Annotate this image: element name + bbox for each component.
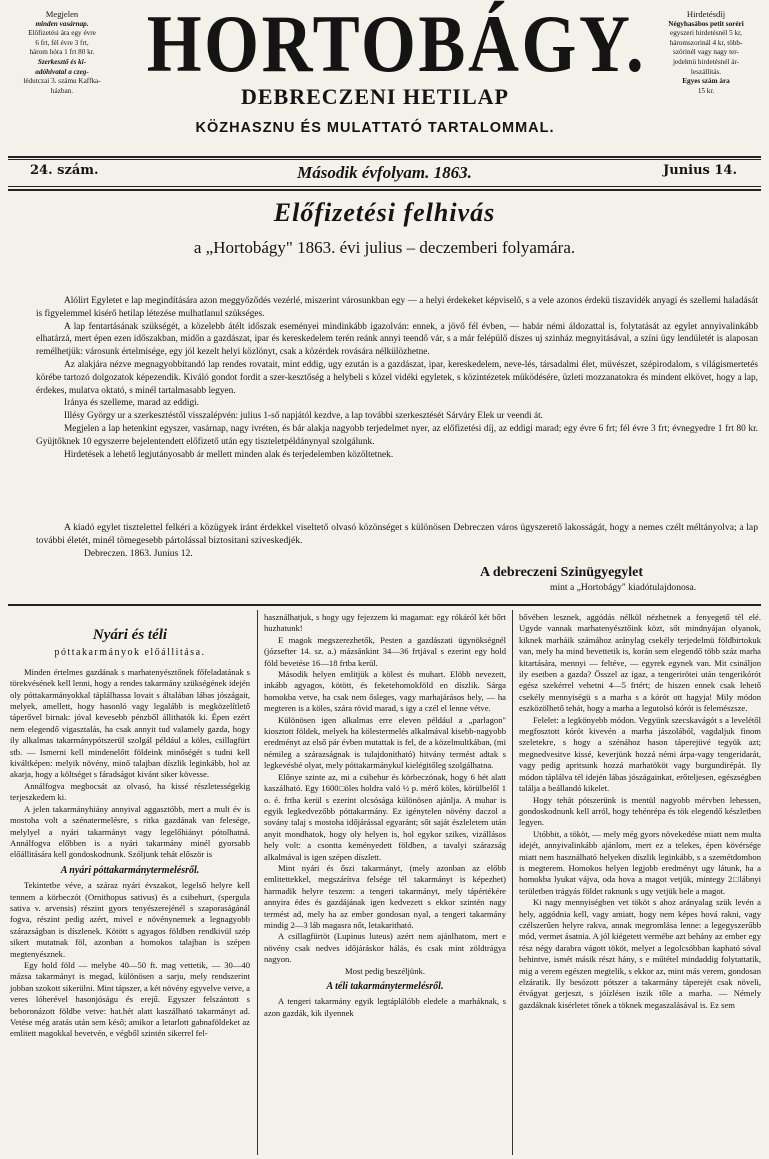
issue-rule	[8, 186, 761, 187]
article-column-1	[10, 612, 250, 1040]
article-paragraph: Tekintetbe véve, a száraz nyári évszakot, legelső helyre kell tennem a körbeczót (Ornithopus sativus) és a csibehurt, (spergula sativa v. arvensis) részint gyors tenyészerejénél s szaporaságánál fogva, részint pedig azért, mivel e növénynemek a legnagyobb szárazságban is díszlenek. Kötött s agyagos földben rendkivül szép sikert mutatnak föl, azonban a homokos talajban is szépen megtenyésznek.	[10, 880, 250, 959]
article-paragraph: Minden értelmes gazdának s marhatenyésztőnek főfeladatának s törekvésének kell lenni, hogy a rendes takarmány szükségének idején oly póttakarmányokkal táplálhassa lovait s általában lábas jószágait, melyek, amellett, hogy hasonló vagy legalább is megközelítlető táperővel birnak: jóval kevesebb pénzből állithatók ki. Épen ezért nem elegendő vigasztalás, ha csak annyit tud valamely gazda, hogy ily alkalmas takarmánypótszerül szolgál például a köles, csillagfürt stb. — Ismerni kell mindenelőtt földeink minőségét s tudni kell kiváltképen: melyik növény, minő talajban díszlik leginkább, hol az akarja, hogy a költséget s fáradságot kivánt siker kövesse.	[10, 666, 250, 780]
masthead-tagline: KÖZHASZNU ÉS MULATTATÓ TARTALOMMAL.	[195, 120, 555, 136]
info-line: 6 frt, fél évre 3 frt,	[35, 38, 89, 47]
article-section-heading: A nyári póttakarmánytermelésről.	[60, 864, 200, 876]
announcement-paragraph: Illésy György ur a szerkesztéstől visszalépvén: julius 1-ső napjától kezdve, a lap további szerkesztését Sárváry Elek ur veendi át.	[64, 411, 543, 422]
announcement-paragraph: Iránya és szelleme, marad az eddigi.	[64, 398, 199, 409]
info-line: lédutczai 3. számu Kaffka-	[23, 77, 101, 86]
column-divider	[257, 610, 258, 1155]
info-line: Megjelen	[45, 9, 79, 19]
signature: A debreczeni Szinügyegylet	[480, 565, 644, 580]
article-paragraph: Annálfogva megbocsát az olvasó, ha kissé részletességekig terjeszkedem ki.	[10, 780, 250, 803]
article-paragraph: Különösen igen alkalmas erre eleven például a „parlagon" kiosztott földek, melyek ha kölestermelés alkalmával kisebb-nagyobb eredményt az első pár évben mutattak is fel, de a közelmultkában, (mi némileg a szárazságnak is tulajdonitható) hitvány termést adtak s legkevésbé olyat, mely póttakarmánykul kielégitőleg szolgálhatna.	[264, 714, 506, 771]
article-paragraph: Utóbbit, a tököt, — mely még gyors növekedése miatt nem multa idejét, annyivalinkább ajánlom, mert ez a telekes, épen kövérsége miatt nem használható helyeken díszlik leginkább, s a szemétdombon is megterem. Homokos helyen legjobb eredményt ugy látunk, ha a homokba lyukat vájva, oda hova a magot vetjük, mintegy 2□lábnyi területben trágyás földet raknunk s ugy vetjük bele a magot.	[519, 828, 761, 896]
article-subtitle: póttakarmányok előállitása.	[54, 647, 206, 659]
issue-number: 24. szám.	[30, 163, 99, 178]
masthead-rule	[8, 156, 761, 158]
article-paragraph: bővében lesznek, aggódás nélkül nézhetnek a fenyegető tél elé. Ugyde vannak marhatenyésztőink közt, sőt mindnyájan olyanok, kiknek marháik számához aránylag csekély terjedelmü földbirtokuk van, mely ha mind bevettetik is, korán sem elegendő több száz marha kitartására, mennyi — feltéve, — egyrek egynek van. Mit csináljon ily esetben a gazda? Összel az igaz, a tengerirötei után tengerikórót egész szekérrel vehetni 4—5 frtért; de hiszen ennek csak lehető csekély mennyiségü s a marha s a kórót ott hagyja! Mily módon eszközölhető tehát, hogy a marha a legutolsó kórót is felemészsze.	[519, 612, 761, 714]
announcement-body	[36, 295, 758, 461]
info-line: 15 kr.	[697, 86, 715, 95]
info-line: három hóra 1 frt 80 kr.	[29, 48, 95, 57]
announcement-paragraph: Megjelen a lap hetenkint egyszer, vasárnap, nagy ivréten, és bár alakja nagyobb terjedelmet nyer, az előfizetési díj, az eddigi marad; egy évre 6 frt; fél évre 3 frt; évnegyedre 1 frt 80 kr. Gyüjtőknek 10 egyszerre bejelentendett előfizető után egy tiszteletpéldánynyal szolgálunk.	[36, 423, 758, 447]
info-line: leszállitás.	[690, 67, 722, 76]
article-paragraph: Előnye szinte az, mi a csibehur és körbeczónak, hogy 6 hét alatt kaszálható. Egy 1600□öles holdra való ½ p. mérő köles, körülbelől 1 o. é. frtba kerül s ezerint olcsósága különösen ajánlja. A muhar is egyik legkedvezőbb póttakarmány. Ez igénytelen növény daczol a sovány talaj s mostoha időjárással egyaránt; sőt saját észleletem után anyit mondhatok, hogy oly helyen is, hol egykor szikes, vizállásos hely volt: a csontta keményedett földben, a tavalyi szárazság alkalmával is igen szépen díszlett.	[264, 771, 506, 862]
issue-rule-thick	[8, 189, 761, 191]
issue-volume: Második évfolyam. 1863.	[297, 163, 472, 182]
masthead-rule-thin	[8, 159, 761, 160]
info-line: Egyes szám ára	[682, 77, 730, 86]
article-column-3	[519, 612, 761, 1011]
announcement-closing	[36, 521, 758, 560]
announcement-paragraph: Hirdetések a lehető legjutányosabb ár mellett minden alak és terjedelemben közöltetnek.	[64, 449, 394, 460]
announcement-paragraph: A lap fentartásának szükségét, a közelebb átélt időszak eseményei mindinkább igazolván: ennek, a jövő fél évben, — habár némi áldozattal is, folytatását az egylet annyivalinkább elhatárzá, mert épen ezen időszakban, midőn a gazdászat, ipar és kereskedelem terén reánk annyi teendő vár, s a már felépülő díszes uj szinház megnyitásával, a színi ügy lendületét is alaposan remélhetjük: városunk értelmisége, egy jól kezelt helyi közlönyt, csak a közérdek rovására nélkülözhetne.	[36, 321, 758, 358]
announcement-title: Előfizetési felhivás	[273, 198, 496, 227]
article-paragraph: Mint nyári és őszi takarmányt, (mely azonban az előbb emlitettekkel, megszárítva felsége tél takarmányt is képezhet) harmadik helyre teszem: a tengeri takarmányt, mely tápértékére annyira édes és gazdájának igen kedvezett s ekkor szintén nagy termést ad, mely ha az ember gondosan nyal, a tengeri takarmány mindig 2—3 láb magasra nőt, letakaritható.	[264, 862, 506, 930]
article-paragraph: Egy hold föld — melybe 40—50 ft. mag vettetik, — 30—40 mázsa takarmányt is megad, különösen a sarju, mely rendszerint jobban szokott sikerülni. Mint tápszer, a két növény egyvelve vetve, a veres lóherével hasonjóságu és erejű. Egyszer felszántott s beboronázott földbe vetve: hat.hét alatt kaszálható takarmányt ad. Vetése még aratás után sem késő; amikor a letarlott gabnaföldeket az emlitett magokkal bevetvén, e végből szintén sikerrel fel-	[10, 959, 250, 1039]
info-line: Négyhasábos petit soréri	[668, 19, 744, 28]
announcement-subtitle: a „Hortobágy" 1863. évi julius – deczemberi folyamára.	[193, 238, 576, 257]
article-paragraph: Hogy tehát pótszerünk is mentül nagyobb mérvben lehessen, gondoskodnunk kell arról, hogy tehénrépa és tök elegendő készletben legyen.	[519, 794, 761, 828]
closing-dateline: Debreczen. 1863. Junius 12.	[84, 548, 193, 559]
article-paragraph: Felelet: a legkönyebb módon. Vegyünk szecskavágót s a levelétől megfosztott kórót kivevén a marha jászolából, vagdaljuk finom szeletekre, s hogy a szénához hason táperejüvé tegyük azt; megnedvesitve kissé, keverjünk hozzá némi árpa-vagy tengeridarát, vagy pedig apritsunk hozzá marhatököt vagy burgundirépát. Ily módon táplálva tél idején lábas jószágainkat, erőteljesen, egészségben találja a beállandó kikelet.	[519, 714, 761, 794]
section-rule	[8, 604, 761, 606]
article-paragraph: Ki nagy mennyiségben vet tököt s ahoz arányalag szük levén a hely, aggódnia kell, vagy amiatt, hogy nem képes hová rakni, vagy czélszerűen helyre rakva, annak megromlása lenne: a legegyszerűbb mód, vermet ásatnia. A jól kiégetett vermébe azt behány az ember egy rész négy darabra vágott tököt, melyet a legolcsóbban kapható sóval behintve, ismét másik részt hány, s e műtétel mindaddig folytattatik, mig a verem egészen megtelik, s ekkor az, mint más verem, gondosan elzáratik. Ily besózott pótszer a takarmány táperejét csak növeli, étvágyat gerjeszt, s jóízlésen iszik tőle a marha. — Némely gazdáknak kisérletet tőnek a töknek megaszalásával is. Ez sem	[519, 897, 761, 1010]
article-column-2	[264, 612, 506, 1019]
info-line: egyszeri hirdetésnél 5 kr,	[670, 29, 742, 38]
article-paragraph: használhatjuk, s hogy ugy fejezzem ki magamat: egy rókáról két bőrt huzhatunk!	[264, 612, 506, 634]
masthead-subtitle: DEBRECZENI HETILAP	[240, 84, 509, 109]
issue-line	[12, 163, 757, 185]
issue-date: Junius 14.	[663, 163, 737, 178]
closing-paragraph: A kiadó egylet tisztelettel felkéri a közügyek iránt érdekkel viseltető olvasó közönséget s különösen Debreczen város ügyszerető lakosságát, hogy a nemes czélt méltányolva; a lap további életét, minél tömegesebb pártolással biztositani sziveskedjék.	[36, 522, 758, 546]
info-line: háromszorinál 4 kr, több-	[669, 38, 743, 47]
announcement-paragraph: Az alakjára nézve megnagyobbitandó lap rendes rovatait, mint eddig, ugy ezután is a gazdászat, ipar, kereskedelem, neve-lés, társadalmi élet, müvészet, szépirodalom, s világismertetés körébe tartozó dolgozatok képezendik. Kiváló gondot fordit a szer-kesztőség a helybeli s közel vidéki egyletek, s közintézetek müködésére, üzleti mozzanatokra és mindent elkövet, hogy a lap, érdekes, mulatva oktató, s minél tartalmasabb legyen.	[36, 359, 758, 396]
info-line: Előfizetési ára egy évre	[28, 29, 96, 38]
info-line: minden vasárnap.	[35, 19, 89, 28]
info-line: házban.	[50, 86, 74, 95]
article-paragraph: A csillagfürtöt (Lupinus luteus) azért nem ajánlhatom, mert e növény csak nedves időjáráskor hálás, és csak mint zöldtrágya nagyon.	[264, 931, 506, 965]
signature-subline: mint a „Hortobágy" kiadótulajdonosa.	[550, 582, 697, 593]
subscription-info-box	[10, 10, 114, 96]
article-paragraph: A jelen takarmányhiány annyival aggasztóbb, mert a mult év is mostoha volt a szénatermelésre, s ritka gazdának van felesége, melylyel a nyári takarmányt vagy legelőhiányt pótolhatná. Annálfogva előbben is a nyári takarmány minél gyorsabb előállitására kell gondoskodnunk. Szóljunk tehát először is	[10, 803, 250, 860]
column-divider	[512, 610, 513, 1155]
info-line: jedelmü hirdetésnél ár-	[672, 57, 740, 66]
info-line: Szerkesztő és ki-	[37, 57, 87, 66]
article-paragraph: E magok megszerezhetők, Pesten a gazdászati ügynökségnél (józsefter 14. sz. a.) mázsánkint 34—36 frtjával s ezerint egy hold föld bevetése 16—18 frtba kerül.	[264, 634, 506, 668]
info-line: szörinél vagy nagy ter-	[673, 48, 739, 57]
info-line: adóhivatal a czeg-	[35, 67, 89, 76]
info-line: Hirdetésdíj	[686, 9, 726, 19]
article-paragraph: A tengeri takarmány egyik legtáplálóbb eledele a marháknak, s azon gazdák, kik ilyennek	[264, 996, 506, 1018]
article-paragraph: Most pedig beszéljünk.	[345, 965, 425, 976]
announcement-paragraph: Alólirt Egyletet e lap megindítására azon meggyőződés vezérlé, miszerint városunkban egy — a helyi érdekeket képviselő, s a vele azonos érdekü tiszavidék anyagi és szellemi haladását is figyelemmel kisérő hetilap létezése mulhatlanul szükséges.	[36, 296, 758, 319]
advertising-info-box	[650, 10, 762, 96]
article-title: Nyári és téli	[92, 627, 168, 643]
article-paragraph: Második helyen emlitjük a kölest és muhart. Elöbb nevezett, inkább agyagos, kötött, és feketehomokföld en díszlik. Sárga homokba vetve, ha csak nem ősleges, vagy marhajárásos hely, — ha megteren is a köles, szára rövid marad, s igy a czél el lenne vétve.	[264, 669, 506, 714]
masthead-title: HORTOBÁGY.	[146, 0, 647, 89]
article-section-heading: A téli takarmánytermelésről.	[326, 981, 444, 992]
